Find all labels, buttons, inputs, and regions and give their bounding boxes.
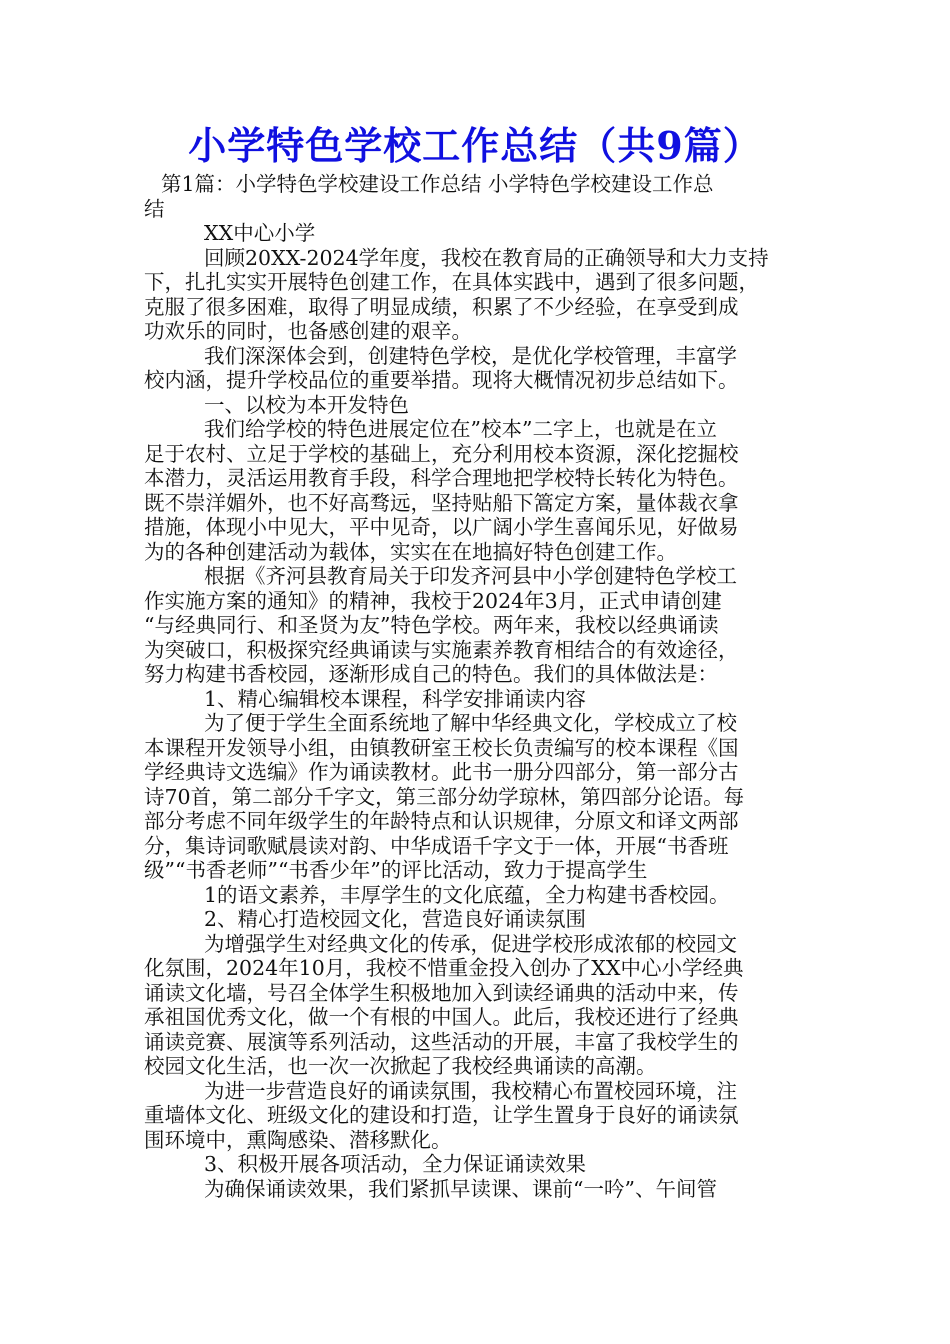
- text-line: 分，集诗词歌赋晨读对韵、中华成语千字文于一体，开展“书香班: [144, 833, 729, 858]
- text-line: 承祖国优秀文化，做一个有根的中国人。此后，我校还进行了经典: [144, 1005, 739, 1029]
- text-line: 作实施方案的通知》的精神，我校于2024年3月，正式申请创建: [144, 588, 722, 613]
- text-line: 下，扎扎实实开展特色创建工作，在具体实践中，遇到了很多问题，: [144, 270, 759, 294]
- text-line: 一、以校为本开发特色: [204, 392, 409, 417]
- document-body: [144, 172, 816, 1201]
- text-line: 为了便于学生全面系统地了解中华经典文化，学校成立了校: [204, 711, 737, 735]
- text-line: 本潜力，灵活运用教育手段，科学合理地把学校特长转化为特色。: [144, 466, 739, 490]
- text-line: 诵读文化墙，号召全体学生积极地加入到读经诵典的活动中来，传: [144, 980, 739, 1005]
- text-line: 部分考虑不同年级学生的年龄特点和认识规律，分原文和译文两部: [144, 809, 739, 833]
- text-line: 功欢乐的同时，也备感创建的艰辛。: [144, 319, 472, 343]
- text-line: “与经典同行、和圣贤为友”特色学校。两年来，我校以经典诵读: [144, 613, 719, 637]
- text-line: 足于农村、立足于学校的基础上，充分利用校本资源，深化挖掘校: [144, 441, 739, 466]
- text-line: 2、精心打造校园文化，营造良好诵读氛围: [204, 907, 587, 931]
- text-line: 诵读竞赛、展演等系列活动，这些活动的开展，丰富了我校学生的: [144, 1029, 739, 1054]
- text-line: 为进一步营造良好的诵读氛围，我校精心布置校园环境，注: [204, 1078, 737, 1103]
- text-line: 化氛围，2024年10月，我校不惜重金投入创办了XX中心小学经典: [144, 956, 744, 980]
- text-line: 3、积极开展各项活动，全力保证诵读效果: [204, 1152, 587, 1176]
- text-line: 我们深深体会到，创建特色学校，是优化学校管理，丰富学: [204, 343, 737, 368]
- text-line: 第1篇：小学特色学校建设工作总结 小学特色学校建设工作总: [161, 172, 714, 196]
- text-line: 为增强学生对经典文化的传承，促进学校形成浓郁的校园文: [204, 931, 737, 956]
- text-line: 重墙体文化、班级文化的建设和打造，让学生置身于良好的诵读氛: [144, 1103, 739, 1127]
- text-line: XX中心小学: [204, 221, 316, 245]
- text-line: 为突破口，积极探究经典诵读与实施素养教育相结合的有效途径，: [144, 637, 739, 662]
- text-line: 围环境中，熏陶感染、潜移默化。: [144, 1127, 452, 1152]
- text-line: 校园文化生活，也一次一次掀起了我校经典诵读的高潮。: [144, 1054, 657, 1078]
- text-line: 措施，体现小中见大，平中见奇，以广阔小学生喜闻乐见，好做易: [144, 515, 739, 539]
- text-line: 根据《齐河县教育局关于印发齐河县中小学创建特色学校工: [204, 564, 737, 588]
- text-line: 结: [144, 196, 165, 221]
- document-title: 小学特色学校工作总结（共9篇）: [188, 123, 762, 168]
- text-line: 校内涵，提升学校品位的重要举措。现将大概情况初步总结如下。: [144, 368, 739, 392]
- text-line: 本课程开发领导小组，由镇教研室王校长负责编写的校本课程《国: [144, 735, 739, 760]
- text-line: 努力构建书香校园，逐渐形成自己的特色。我们的具体做法是：: [144, 662, 718, 686]
- text-line: 学经典诗文选编》作为诵读教材。此书一册分四部分，第一部分古: [144, 760, 739, 784]
- text-line: 既不崇洋媚外，也不好高骛远，坚持贴船下篙定方案，量体裁衣拿: [144, 490, 739, 515]
- text-line: 诗70首，第二部分千字文，第三部分幼学琼林，第四部分论语。每: [144, 784, 745, 809]
- text-line: 为的各种创建活动为载体，实实在在地搞好特色创建工作。: [144, 539, 677, 564]
- text-line: 1、精心编辑校本课程，科学安排诵读内容: [204, 686, 587, 711]
- text-line: 克服了很多困难，取得了明显成绩，积累了不少经验，在享受到成: [144, 294, 739, 319]
- text-line: 级”“书香老师”“书香少年”的评比活动，致力于提高学生: [144, 858, 648, 882]
- text-line: 为确保诵读效果，我们紧抓早读课、课前“一吟”、午间管: [204, 1176, 717, 1201]
- text-line: 我们给学校的特色进展定位在”校本”二字上，也就是在立: [204, 417, 717, 441]
- text-line: 1的语文素养，丰厚学生的文化底蕴，全力构建书香校园。: [204, 882, 730, 907]
- text-line: 回顾20XX-2024学年度，我校在教育局的正确领导和大力支持: [204, 245, 769, 270]
